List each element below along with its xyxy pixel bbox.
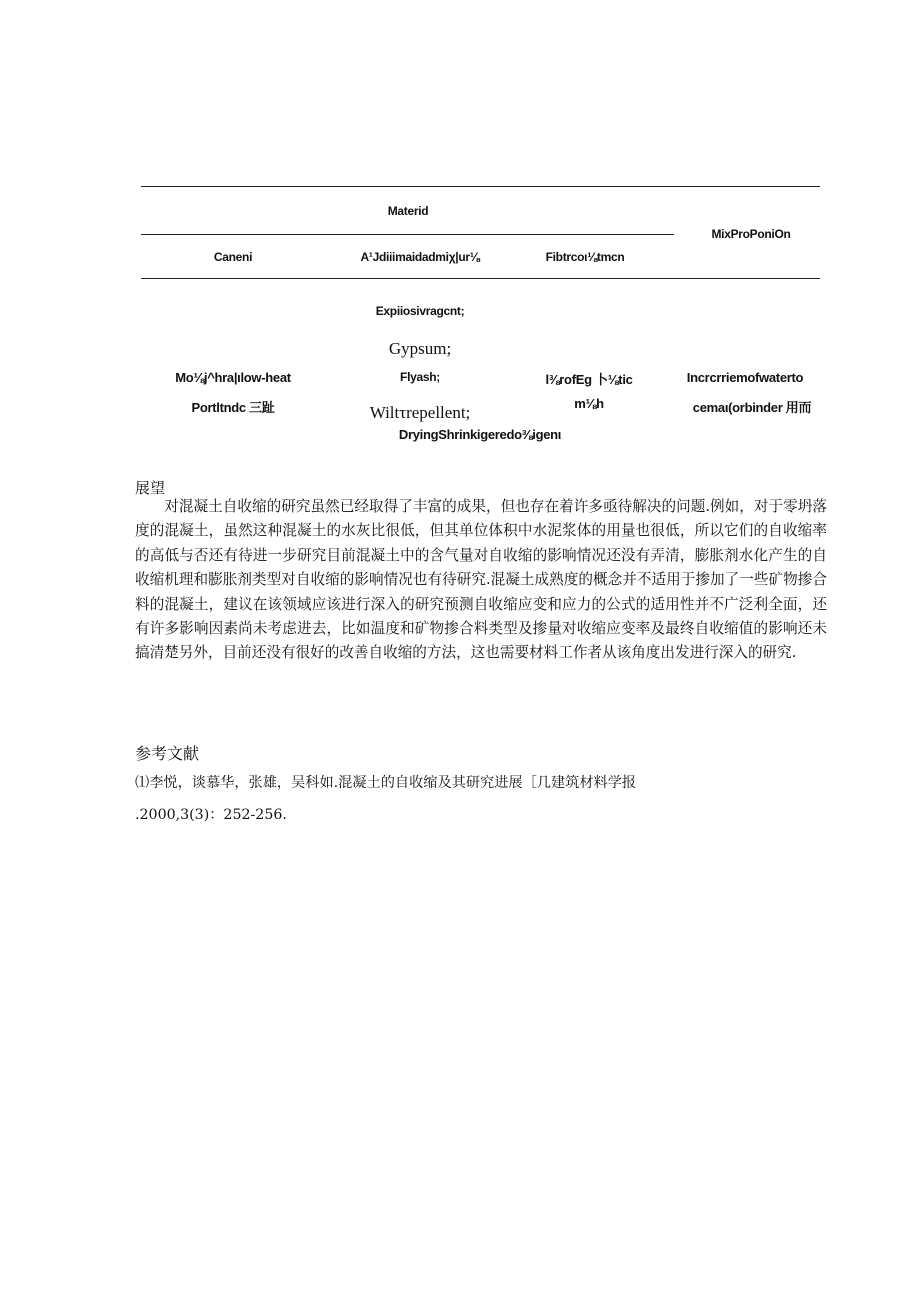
references-title: 参考文献 <box>135 744 200 763</box>
cell-cement-line2: Portltndc 三趾 <box>191 400 275 415</box>
cell-admixture-line5: DryingShrinkigeredo⅜igenι <box>398 427 562 442</box>
table-top-rule <box>141 186 820 187</box>
cell-cement-line1: Mo⅛j^hra|ιlow-heat <box>175 370 291 385</box>
reference-item-1-line2: .2000,3(3)：252-256. <box>135 807 287 823</box>
cell-fiber-line1: l⅜rofEg 卜⅛tic <box>545 372 633 387</box>
cell-admixture-line4: Wiltτrepellent; <box>369 403 471 422</box>
table-header-bottom-rule <box>141 278 820 279</box>
cell-admixture-line3: Flyash; <box>400 370 440 384</box>
header-fiber: Fibtrcoι⅛tmcn <box>545 250 625 264</box>
header-material: Materid <box>387 204 429 218</box>
header-mix-proportion: MixProPoniOn <box>711 227 791 241</box>
outlook-paragraph: 对混凝土自收缩的研究虽然已经取得了丰富的成果，但也存在着许多亟待解决的问题.例如，对于零坍落度的混凝土，虽然这种混凝土的水灰比很低，但其单位体积中水泥浆体的用量也很低，所以它们的自收缩率的高低与否还有待进一步研究目前混凝土中的含气量对自收缩的影响情况还没有弄清，膨胀剂水化产生的自收缩机理和膨胀剂类型对自收缩的影响情况也有待研究.混凝土成熟度的概念并不适用于掺加了一些矿物掺合料的混凝土，建议在该领域应该进行深入的研究预测自收缩应变和应力的公式的适用性并不广泛利全面，还有许多影响因素尚未考虑进去，比如温度和矿物掺合料类型及掺量对收缩应变率及最终自收缩值的影响还未搞清楚另外，目前还没有很好的改善自收缩的方法，这也需要材料工作者从该角度出发进行深入的研究. <box>135 498 827 662</box>
cell-mix-line1: Incrcrriemofwatertο <box>686 370 804 385</box>
cell-fiber-line2: m⅛h <box>574 396 604 411</box>
cell-admixture-line2: Gypsum; <box>388 339 452 358</box>
outlook-title: 展望 <box>135 479 166 497</box>
cell-admixture-line1: Expiiosivragcnt; <box>375 304 465 318</box>
cell-mix-line2: cemaι(orbinder 用而 <box>692 400 812 415</box>
header-admixture: A¹Jdiiimaidadmiχ|ur⅛ <box>360 250 480 264</box>
header-cement: Caneni <box>213 250 253 264</box>
materials-table <box>0 0 920 460</box>
table-sub-rule <box>141 234 674 235</box>
reference-item-1-line1: ⑴李悦，谈慕华，张雄，吴科如.混凝土的自收缩及其研究进展［几建筑材料学报 <box>135 775 637 791</box>
